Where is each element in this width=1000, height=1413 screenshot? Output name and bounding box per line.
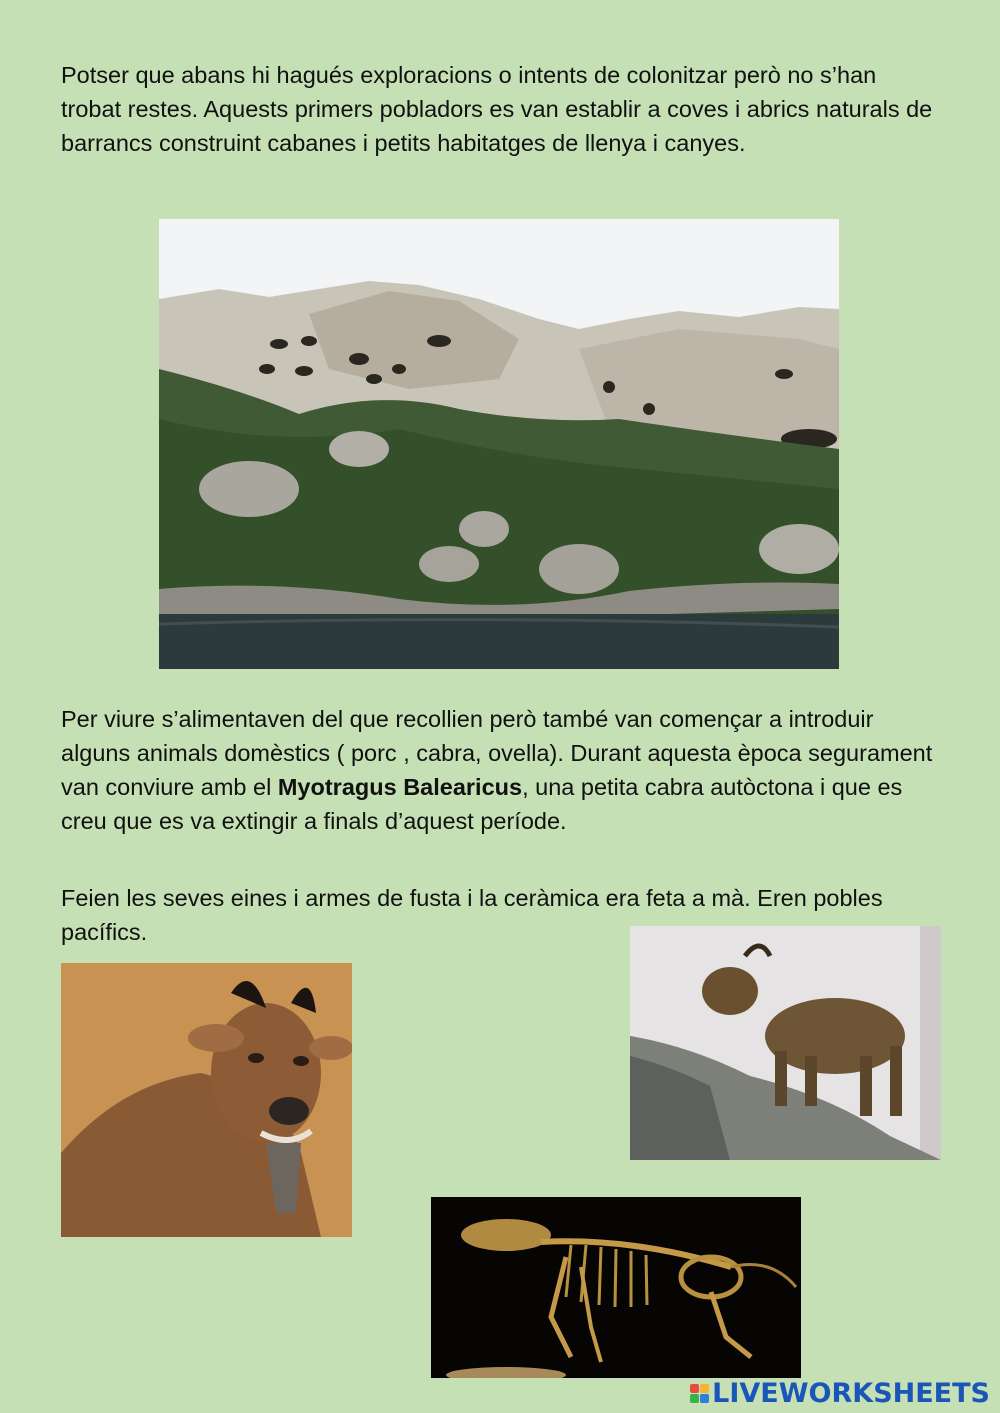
cliff-caves-photo [159,219,839,669]
intro-paragraph: Potser que abans hi hagués exploracions o intents de colonitzar però no s’han trobat restes. Aquests primers pobladors es van establir a coves i abrics naturals de barrancs construint cabanes i petits habitatges de llenya i canyes. [61,62,933,156]
myotragus-model-photo [630,926,941,1160]
species-name: Myotragus Balearicus [277,774,523,800]
food-paragraph [61,702,941,838]
tools-paragraph: Feien les seves eines i armes de fusta i la ceràmica era feta a mà. Eren pobles pacífics. [61,885,883,945]
food-paragraph-text-a: Per viure s’alimentaven del que recollien però també van començar a introduir alguns animals domèstics ( porc , cabra, ovella). Durant aquesta època segurament van conviure amb el [61,706,933,800]
myotragus-skeleton-photo [431,1197,801,1378]
myotragus-head-photo [61,963,352,1237]
liveworksheets-wordmark: LIVEWORKSHEETS [712,1378,990,1409]
liveworksheets-logo [690,1378,990,1409]
food-paragraph-text-b: , una petita cabra autòctona i que es creu que es va extingir a finals d’aquest període. [61,774,903,834]
liveworksheets-logo-icon [690,1384,709,1403]
